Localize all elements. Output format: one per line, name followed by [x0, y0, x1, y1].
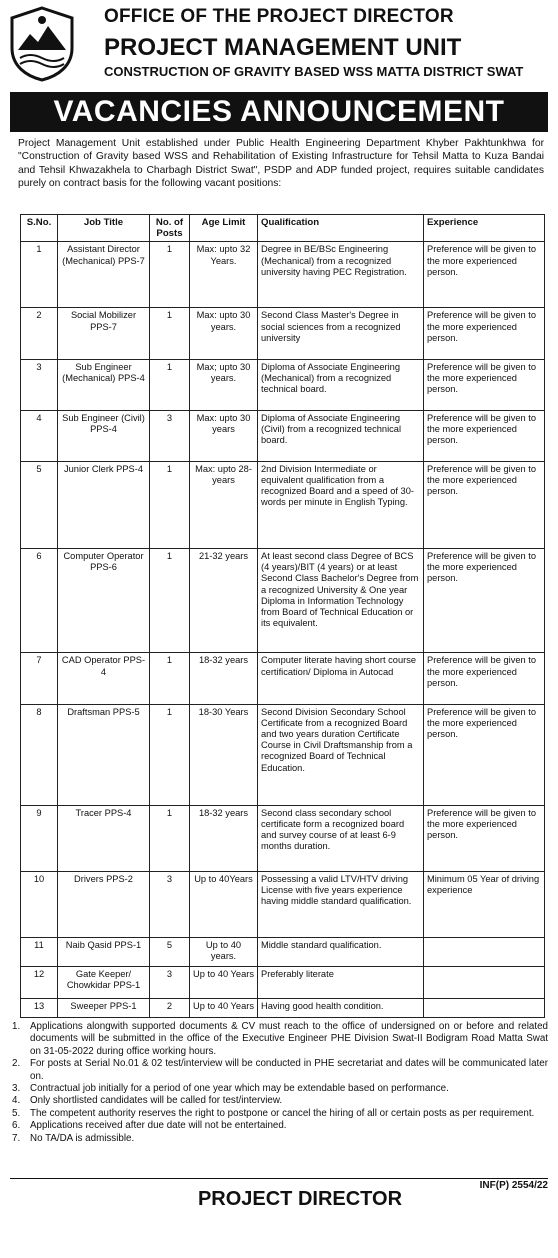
cell-age: Max; upto 30 years.: [190, 359, 258, 410]
list-item: [12, 1021, 548, 1058]
cell-sno: 5: [21, 461, 58, 548]
cell-experience: Preference will be given to the more experienced person.: [424, 461, 545, 548]
cell-posts: 1: [150, 704, 190, 805]
cell-qualification: 2nd Division Intermediate or equivalent qualification from a recognized Board and a speed of 30- words per minute in English Typing.: [258, 461, 424, 548]
cell-job-title: Sweeper PPS-1: [58, 998, 150, 1017]
cell-experience: Preference will be given to the more experienced person.: [424, 805, 545, 871]
cell-experience: Preference will be given to the more experienced person.: [424, 242, 545, 308]
table-row: [21, 998, 545, 1017]
cell-posts: 1: [150, 461, 190, 548]
cell-age: 18-30 Years: [190, 704, 258, 805]
cell-age: 21-32 years: [190, 549, 258, 653]
cell-qualification: Preferably literate: [258, 966, 424, 998]
header-qualification: Qualification: [258, 215, 424, 242]
cell-experience: [424, 937, 545, 966]
note-text: No TA/DA is admissible.: [30, 1132, 135, 1144]
table-row: [21, 549, 545, 653]
table-row: [21, 966, 545, 998]
cell-job-title: CAD Operator PPS-4: [58, 653, 150, 704]
unit-title: PROJECT MANAGEMENT UNIT: [104, 34, 462, 61]
department-logo-icon: [8, 6, 76, 82]
cell-qualification: Having good health condition.: [258, 998, 424, 1017]
table-row: [21, 359, 545, 410]
cell-posts: 3: [150, 410, 190, 461]
cell-posts: 3: [150, 871, 190, 937]
cell-job-title: Gate Keeper/ Chowkidar PPS-1: [58, 966, 150, 998]
note-number: 1.: [12, 1021, 21, 1032]
header-posts: No. of Posts: [150, 215, 190, 242]
cell-sno: 6: [21, 549, 58, 653]
note-number: 6.: [12, 1120, 21, 1132]
cell-posts: 5: [150, 937, 190, 966]
cell-age: Up to 40 Years: [190, 998, 258, 1017]
cell-sno: 10: [21, 871, 58, 937]
note-number: 2.: [12, 1058, 21, 1070]
cell-posts: 1: [150, 549, 190, 653]
cell-posts: 2: [150, 998, 190, 1017]
cell-sno: 7: [21, 653, 58, 704]
note-number: 3.: [12, 1083, 21, 1095]
cell-experience: Preference will be given to the more experienced person.: [424, 704, 545, 805]
terms-list: [12, 1021, 548, 1145]
list-item: [12, 1120, 548, 1132]
cell-age: 18-32 years: [190, 653, 258, 704]
note-text: For posts at Serial No.01 & 02 test/interview will be conducted in PHE secretariat and dates will be communicated later on.: [30, 1058, 548, 1082]
table-row: [21, 937, 545, 966]
header-age-limit: Age Limit: [190, 215, 258, 242]
cell-experience: Preference will be given to the more experienced person.: [424, 549, 545, 653]
cell-experience: Preference will be given to the more experienced person.: [424, 308, 545, 359]
cell-qualification: Middle standard qualification.: [258, 937, 424, 966]
table-row: [21, 461, 545, 548]
note-text: The competent authority reserves the right to postpone or cancel the hiring of all or certain posts as per requirement.: [30, 1107, 535, 1119]
header-experience: Experience: [424, 215, 545, 242]
cell-sno: 12: [21, 966, 58, 998]
signatory-title: PROJECT DIRECTOR: [197, 1188, 403, 1210]
cell-qualification: Second Class Master's Degree in social sciences from a recognized university: [258, 308, 424, 359]
cell-sno: 3: [21, 359, 58, 410]
cell-posts: 1: [150, 359, 190, 410]
cell-job-title: Social Mobilizer PPS-7: [58, 308, 150, 359]
cell-qualification: Computer literate having short course certification/ Diploma in Autocad: [258, 653, 424, 704]
cell-age: Max: upto 30 years: [190, 410, 258, 461]
cell-sno: 13: [21, 998, 58, 1017]
list-item: [12, 1058, 548, 1083]
cell-posts: 3: [150, 966, 190, 998]
table-row: [21, 410, 545, 461]
list-item: [12, 1095, 548, 1107]
cell-sno: 9: [21, 805, 58, 871]
intro-paragraph: Project Management Unit established under Public Health Engineering Department Khyber Pakhtunkhwa for "Construction of Gravity based WSS and Rehabilitation of Existing Infrastructure for Tehsil Matta to Kuza Bandai and Tehsil Khwazakhela to Charbagh District Swat", PSDP and ADP funded project, requires suitable candidates purely on contract basis for the following vacant positions:: [18, 138, 544, 189]
vacancies-banner: VACANCIES ANNOUNCEMENT: [10, 92, 548, 132]
cell-qualification: Diploma of Associate Engineering (Civil) from a recognized technical board.: [258, 410, 424, 461]
note-number: 4.: [12, 1095, 21, 1107]
cell-job-title: Junior Clerk PPS-4: [58, 461, 150, 548]
header-sno: S.No.: [21, 215, 58, 242]
table-row: [21, 704, 545, 805]
note-text: Only shortlisted candidates will be called for test/interview.: [30, 1095, 283, 1107]
cell-job-title: Computer Operator PPS-6: [58, 549, 150, 653]
cell-age: Max: upto 30 years.: [190, 308, 258, 359]
project-subtitle: CONSTRUCTION OF GRAVITY BASED WSS MATTA DISTRICT SWAT: [104, 64, 524, 79]
cell-posts: 1: [150, 308, 190, 359]
cell-qualification: Degree in BE/BSc Engineering (Mechanical) from a recognized university having PEC Registration.: [258, 242, 424, 308]
cell-age: Up to 40 years.: [190, 937, 258, 966]
cell-job-title: Naib Qasid PPS-1: [58, 937, 150, 966]
cell-age: 18-32 years: [190, 805, 258, 871]
list-item: [12, 1083, 548, 1095]
cell-qualification: Diploma of Associate Engineering (Mechanical) from a recognized technical board.: [258, 359, 424, 410]
table-row: [21, 653, 545, 704]
cell-job-title: Drivers PPS-2: [58, 871, 150, 937]
cell-sno: 4: [21, 410, 58, 461]
table-row: [21, 871, 545, 937]
cell-posts: 1: [150, 653, 190, 704]
cell-job-title: Tracer PPS-4: [58, 805, 150, 871]
table-header-row: [21, 215, 545, 242]
cell-sno: 1: [21, 242, 58, 308]
note-number: 7.: [12, 1132, 21, 1144]
table-row: [21, 242, 545, 308]
table-row: [21, 805, 545, 871]
cell-job-title: Draftsman PPS-5: [58, 704, 150, 805]
office-title: OFFICE OF THE PROJECT DIRECTOR: [104, 6, 454, 27]
cell-age: Max: upto 28-years: [190, 461, 258, 548]
list-item: [12, 1108, 548, 1120]
cell-qualification: Second Division Secondary School Certificate from a recognized Board and two years duration Certificate Course in Civil Draftsmanship from a recognized Board of Technical Education.: [258, 704, 424, 805]
note-text: Applications received after due date will not be entertained.: [30, 1120, 287, 1132]
cell-experience: Minimum 05 Year of driving experience: [424, 871, 545, 937]
cell-sno: 8: [21, 704, 58, 805]
footer-divider: [10, 1178, 548, 1179]
inf-reference: INF(P) 2554/22: [479, 1180, 548, 1191]
list-item: [12, 1133, 548, 1145]
vacancies-table: [20, 214, 545, 1018]
cell-sno: 11: [21, 937, 58, 966]
cell-qualification: At least second class Degree of BCS (4 years)/BIT (4 years) or at least Second Class Bachelor's Degree from a recognized University & One year Diploma in Information Technology from Board of Technical Education or its equivalent.: [258, 549, 424, 653]
header: [0, 0, 558, 88]
note-text: Contractual job initially for a period of one year which may be extendable based on performance.: [30, 1083, 449, 1095]
cell-age: Max: upto 32 Years.: [190, 242, 258, 308]
cell-qualification: Possessing a valid LTV/HTV driving License with five years experience having middle standard qualification.: [258, 871, 424, 937]
cell-posts: 1: [150, 242, 190, 308]
header-job-title: Job Title: [58, 215, 150, 242]
cell-age: Up to 40 Years: [190, 966, 258, 998]
cell-age: Up to 40Years: [190, 871, 258, 937]
note-number: 5.: [12, 1107, 21, 1119]
cell-job-title: Assistant Director (Mechanical) PPS-7: [58, 242, 150, 308]
cell-experience: Preference will be given to the more experienced person.: [424, 653, 545, 704]
cell-sno: 2: [21, 308, 58, 359]
cell-experience: [424, 966, 545, 998]
cell-experience: Preference will be given to the more experienced person.: [424, 359, 545, 410]
cell-experience: Preference will be given to the more experienced person.: [424, 410, 545, 461]
cell-experience: [424, 998, 545, 1017]
table-row: [21, 308, 545, 359]
note-text: Applications alongwith supported documents & CV must reach to the office of undersigned on or before and related documents will be submitted in the office of the Executive Engineer PHE Division Swat-II Bodigram Road Matta Swat on 31-05-2022 during office working hours.: [30, 1021, 548, 1057]
cell-posts: 1: [150, 805, 190, 871]
cell-job-title: Sub Engineer (Mechanical) PPS-4: [58, 359, 150, 410]
cell-qualification: Second class secondary school certificate form a recognized board and survey course of at least 6-9 months duration.: [258, 805, 424, 871]
cell-job-title: Sub Engineer (Civil) PPS-4: [58, 410, 150, 461]
